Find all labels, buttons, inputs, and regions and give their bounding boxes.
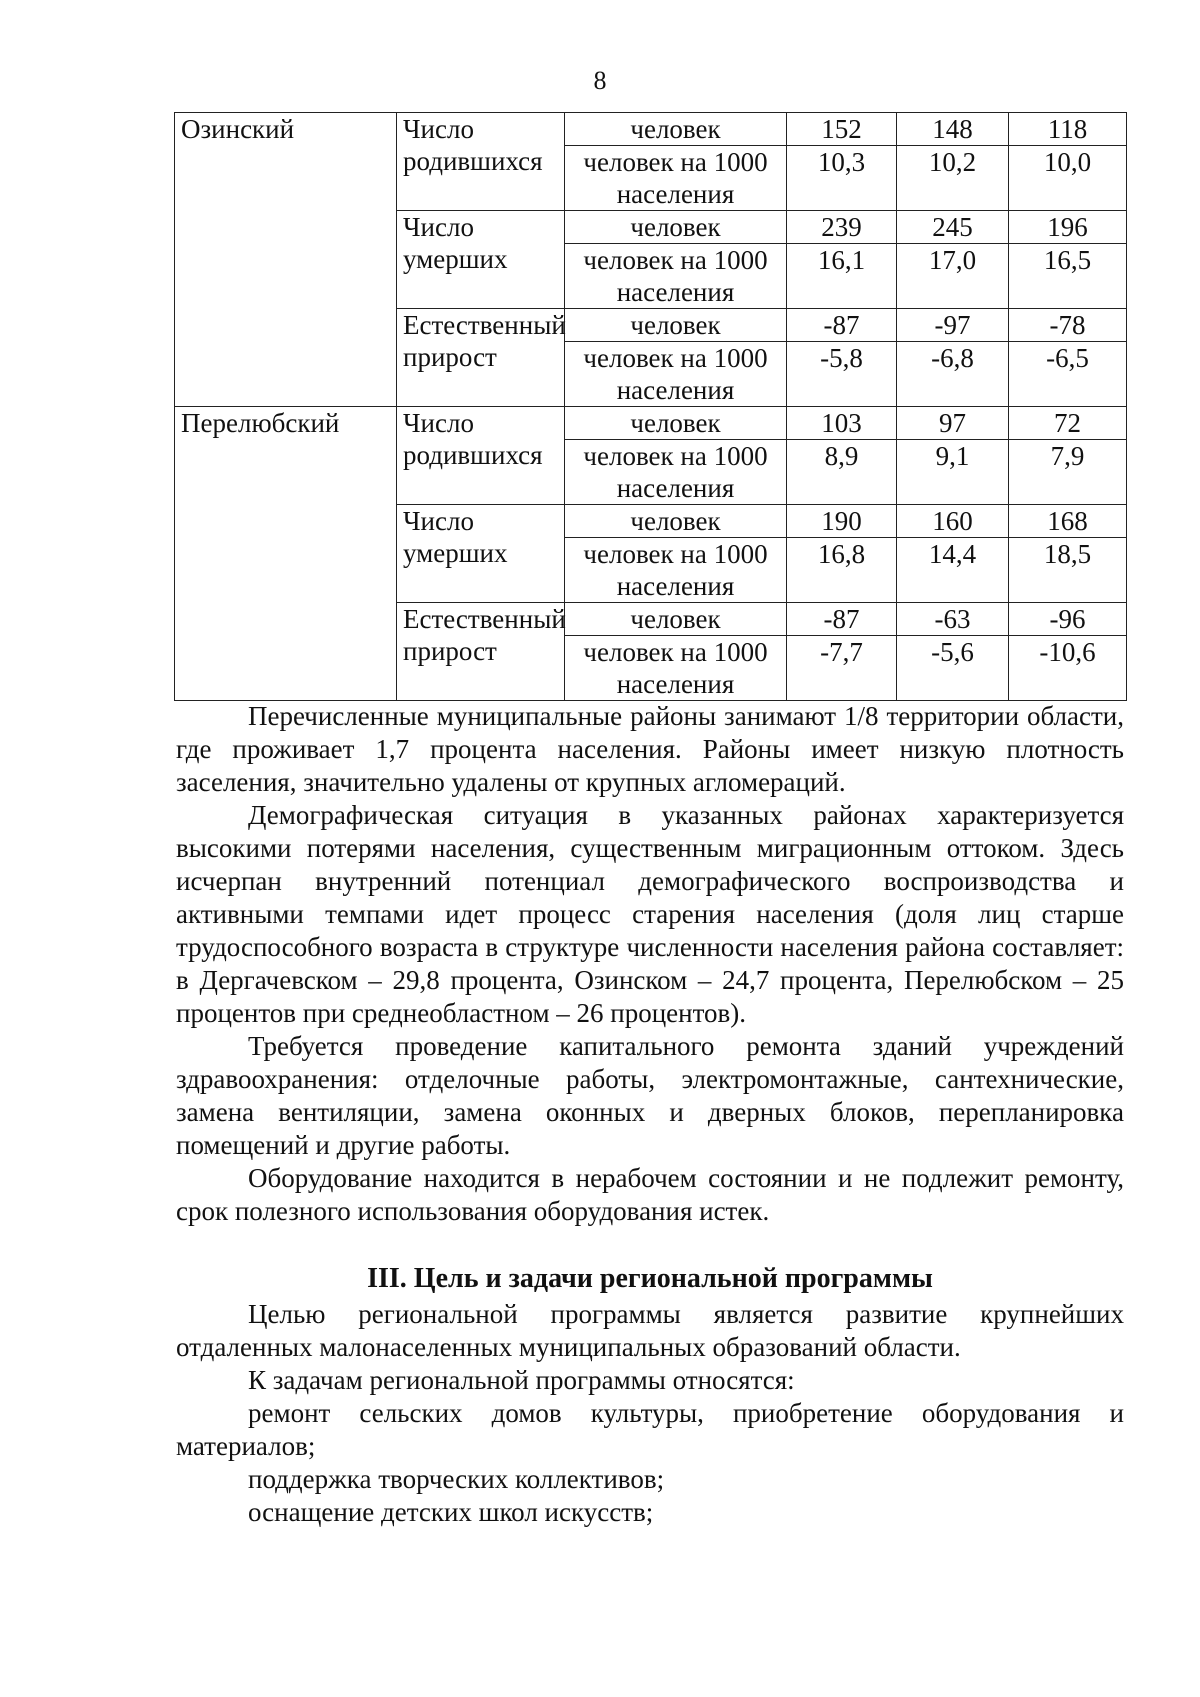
indicator-name: Естественный прирост xyxy=(397,603,565,701)
paragraph: Требуется проведение капитального ремонта зданий учреждений здравоохранения: отделочные работы, электромонтажные, сантехнические, замена вентиляции, замена оконных и дверных блоков, перепланировка помещений и другие работы. xyxy=(176,1031,1124,1160)
demographics-table-body xyxy=(175,113,1127,701)
paragraph: Целью региональной программы является развитие крупнейших отдаленных малонаселенных муниципальных образований области. xyxy=(176,1299,1124,1362)
value-cell: 10,2 xyxy=(897,146,1009,211)
value-cell: 148 xyxy=(897,113,1009,146)
unit-cell: человек xyxy=(565,505,787,538)
unit-cell: человек на 1000 населения xyxy=(565,440,787,505)
value-cell: 14,4 xyxy=(897,538,1009,603)
indicator-name: Число умерших xyxy=(397,211,565,309)
value-cell: 16,8 xyxy=(787,538,897,603)
table-row xyxy=(175,113,1127,146)
section-heading: III. Цель и задачи региональной программы xyxy=(367,1263,933,1294)
unit-cell: человек xyxy=(565,603,787,636)
paragraph: поддержка творческих коллективов; xyxy=(248,1464,665,1494)
district-name: Озинский xyxy=(175,113,397,407)
unit-cell: человек на 1000 населения xyxy=(565,538,787,603)
paragraph: ремонт сельских домов культуры, приобретение оборудования и материалов; xyxy=(176,1398,1124,1461)
value-cell: -10,6 xyxy=(1009,636,1127,701)
indicator-name: Число родившихся xyxy=(397,407,565,505)
value-cell: -5,8 xyxy=(787,342,897,407)
paragraph: Оборудование находится в нерабочем состоянии и не подлежит ремонту, срок полезного использования оборудования истек. xyxy=(176,1163,1124,1226)
value-cell: 17,0 xyxy=(897,244,1009,309)
value-cell: -63 xyxy=(897,603,1009,636)
value-cell: 16,5 xyxy=(1009,244,1127,309)
value-cell: 196 xyxy=(1009,211,1127,244)
value-cell: -97 xyxy=(897,309,1009,342)
unit-cell: человек xyxy=(565,113,787,146)
value-cell: 8,9 xyxy=(787,440,897,505)
value-cell: 72 xyxy=(1009,407,1127,440)
paragraph: оснащение детских школ искусств; xyxy=(248,1497,654,1527)
indicator-name: Число родившихся xyxy=(397,113,565,211)
value-cell: 7,9 xyxy=(1009,440,1127,505)
value-cell: -96 xyxy=(1009,603,1127,636)
paragraph: Перечисленные муниципальные районы занимают 1/8 территории области, где проживает 1,7 процента населения. Районы имеет низкую плотность заселения, значительно удалены от крупных агломераций. xyxy=(176,701,1124,797)
value-cell: 18,5 xyxy=(1009,538,1127,603)
value-cell: 118 xyxy=(1009,113,1127,146)
unit-cell: человек xyxy=(565,211,787,244)
paragraphs-after-heading xyxy=(176,1298,1124,1529)
value-cell: 239 xyxy=(787,211,897,244)
page-number: 8 xyxy=(593,66,607,95)
value-cell: 152 xyxy=(787,113,897,146)
value-cell: 16,1 xyxy=(787,244,897,309)
unit-cell: человек xyxy=(565,407,787,440)
document-body xyxy=(176,700,1124,1529)
value-cell: -87 xyxy=(787,603,897,636)
unit-cell: человек на 1000 населения xyxy=(565,244,787,309)
value-cell: 9,1 xyxy=(897,440,1009,505)
unit-cell: человек xyxy=(565,309,787,342)
value-cell: 245 xyxy=(897,211,1009,244)
value-cell: 97 xyxy=(897,407,1009,440)
value-cell: -5,6 xyxy=(897,636,1009,701)
paragraph: Демографическая ситуация в указанных районах характеризуется высокими потерями населения, существенным миграционным оттоком. Здесь исчерпан внутренний потенциал демографического воспроизводства и активными темпами идет процесс старения населения (доля лиц старше трудоспособного возраста в структуре численности населения района составляет: в Дергачевском – 29,8 процента, Озинском – 24,7 процента, Перелюбском – 25 процентов при среднеобластном – 26 процентов). xyxy=(176,800,1124,1028)
value-cell: 168 xyxy=(1009,505,1127,538)
value-cell: -78 xyxy=(1009,309,1127,342)
unit-cell: человек на 1000 населения xyxy=(565,342,787,407)
value-cell: -6,5 xyxy=(1009,342,1127,407)
indicator-name: Число умерших xyxy=(397,505,565,603)
value-cell: 190 xyxy=(787,505,897,538)
value-cell: 10,3 xyxy=(787,146,897,211)
value-cell: 160 xyxy=(897,505,1009,538)
value-cell: -7,7 xyxy=(787,636,897,701)
paragraph: К задачам региональной программы относятся: xyxy=(248,1365,795,1395)
unit-cell: человек на 1000 населения xyxy=(565,146,787,211)
value-cell: 103 xyxy=(787,407,897,440)
value-cell: -87 xyxy=(787,309,897,342)
value-cell: 10,0 xyxy=(1009,146,1127,211)
value-cell: -6,8 xyxy=(897,342,1009,407)
unit-cell: человек на 1000 населения xyxy=(565,636,787,701)
district-name: Перелюбский xyxy=(175,407,397,701)
demographics-table xyxy=(174,112,1127,701)
table-row xyxy=(175,407,1127,440)
paragraphs-before-heading xyxy=(176,700,1124,1228)
indicator-name: Естественный прирост xyxy=(397,309,565,407)
